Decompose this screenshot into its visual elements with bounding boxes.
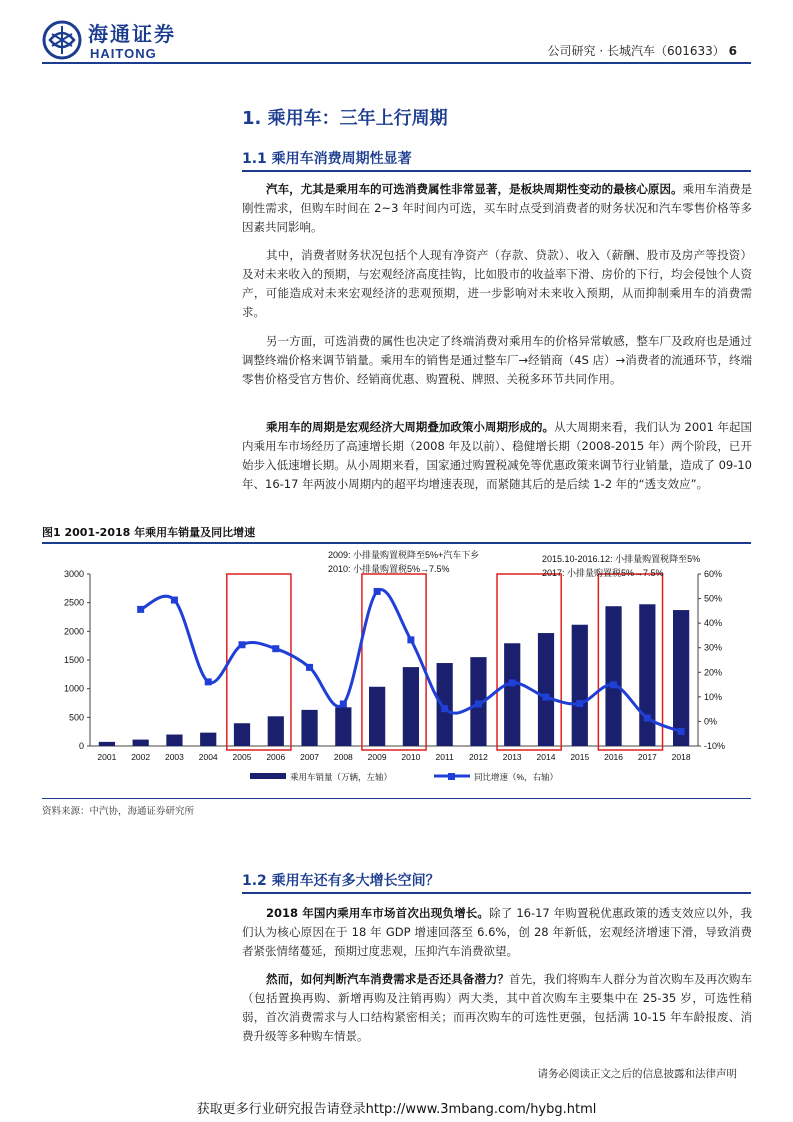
- chart-legend: [250, 772, 558, 783]
- x-tick-label: 2005: [232, 752, 252, 762]
- y-left-tick-label: 1500: [63, 655, 84, 665]
- growth-point: [340, 700, 347, 707]
- header-divider: [42, 62, 751, 64]
- paragraph-1-text: 乘用车消费是刚性需求，但购车时间在 2~3 年时间内可选，买车时点受到消费者的财务状况和汽车零售价格等多因素共同影响。: [242, 182, 753, 234]
- sales-bar: [572, 625, 588, 746]
- growth-point: [576, 700, 583, 707]
- paragraph-5-text: 除了 16-17 年购置税优惠政策的透支效应以外，我们认为核心原因在于 18 年 GDP 增速回落至 6.6%，创 28 年新低，宏观经济增速下滑，导致消费者紧张情绪蔓延，预期过度悲观，压抑汽车消费欲望。: [242, 906, 752, 958]
- x-tick-label: 2014: [536, 752, 556, 762]
- growth-point: [407, 636, 414, 643]
- sales-bar: [403, 667, 419, 746]
- haitong-logo: [42, 16, 192, 62]
- logo-cn-text: 海通证券: [88, 22, 176, 46]
- section-1-2-title: 1.2 乘用车还有多大增长空间？: [242, 873, 440, 889]
- legend-bar-label: 乘用车销量（万辆，左轴）: [290, 772, 393, 782]
- sales-bar: [369, 687, 385, 746]
- sales-bar: [234, 723, 250, 746]
- figure-top-rule: [42, 542, 751, 544]
- x-tick-label: 2012: [468, 752, 488, 762]
- paragraph-1: [242, 180, 752, 237]
- y-left-tick-label: 2000: [63, 626, 84, 637]
- growth-point: [205, 678, 212, 685]
- annotation-2009: 2009: 小排量购置税降至5%+汽车下乡: [328, 550, 480, 560]
- disclaimer-note: 请务必阅读正文之后的信息披露和法律声明: [537, 1068, 737, 1080]
- growth-point: [306, 664, 313, 671]
- paragraph-3: 另一方面，可选消费的属性也决定了终端消费对乘用车的价格异常敏感，整车厂及政府也是通过调整终端价格来调节销量。乘用车的销售是通过整车厂→经销商（4S 店）→消费者的流通环节，终端零售价格受官方售价、经销商优惠、购置税、牌照、关税多环节共同作用。: [242, 334, 752, 386]
- x-tick-label: 2016: [604, 752, 624, 762]
- x-tick-label: 2009: [367, 752, 387, 762]
- y-right-tick-label: 30%: [704, 642, 723, 653]
- paragraph-2: 其中，消费者财务状况包括个人现有净资产（存款、贷款）、收入（薪酬、股市及房产等投资）及对未来收入的预期，与宏观经济高度挂钩，比如股市的收益率下滑、房价的下行，均会侵蚀个人资产，可能造成对未来宏观经济的悲观预期，进一步影响对未来收入预期，从而抑制乘用车的消费需求。: [242, 248, 752, 319]
- y-right-tick-label: 0%: [704, 716, 718, 727]
- legend-bar-swatch: [250, 773, 286, 779]
- growth-point: [475, 700, 482, 707]
- legend-line-label: 同比增速（%，右轴）: [474, 772, 559, 782]
- sales-bar: [605, 606, 621, 746]
- annotation-2017: 2017: 小排量购置税5%→7.5%: [542, 568, 664, 578]
- sales-bar: [200, 733, 216, 746]
- sales-bar: [166, 735, 182, 746]
- x-tick-label: 2011: [435, 752, 454, 762]
- logo-en-text: HAITONG: [90, 46, 157, 61]
- haitong-logo-icon: [42, 20, 82, 60]
- y-left-tick-label: 3000: [63, 569, 84, 579]
- x-tick-label: 2017: [637, 752, 657, 762]
- section-1-1-title: 1.1 乘用车消费周期性显著: [242, 151, 412, 167]
- x-tick-label: 2007: [300, 752, 320, 762]
- sales-bar: [437, 663, 453, 746]
- sales-growth-chart: [42, 546, 751, 796]
- x-tick-label: 2006: [266, 752, 286, 762]
- paragraph-4-bold: 乘用车的周期是宏观经济大周期叠加政策小周期形成的。: [266, 420, 555, 434]
- x-tick-label: 2015: [570, 752, 590, 762]
- report-info: 公司研究 · 长城汽车（601633）: [547, 44, 725, 58]
- paragraph-6-bold: 然而，如何判断汽车消费需求是否还具备潜力？: [266, 972, 510, 986]
- header-report-info: [548, 42, 737, 59]
- sales-bar: [301, 710, 317, 746]
- page-number: 6: [728, 44, 737, 58]
- growth-point: [678, 728, 685, 735]
- sales-bar: [639, 604, 655, 746]
- y-right-tick-label: -10%: [704, 741, 726, 751]
- x-tick-label: 2002: [131, 752, 151, 762]
- growth-point: [509, 679, 516, 686]
- figure-source: 资料来源：中汽协，海通证券研究所: [42, 806, 195, 817]
- y-left-tick-label: 0: [78, 741, 84, 751]
- y-left-tick-label: 1000: [63, 683, 84, 694]
- paragraph-4-text: 从大周期来看，我们认为 2001 年起国内乘用车市场经历了高速增长期（2008 年及以前）、稳健增长期（2008-2015 年）两个阶段，已开始步入低速增长期。从小周期来看，国家通过购置税减免等优惠政策来调节行业销量，造成了 09-10 年、16-17 年两波小周期内的超平均增速表现，而紧随其后的是后续 1-2 年的“透支效应”。: [242, 420, 752, 491]
- x-tick-label: 2013: [502, 752, 522, 762]
- paragraph-1-bold: 汽车，尤其是乘用车的可选消费属性非常显著，是板块周期性变动的最核心原因。: [266, 182, 683, 196]
- annotation-2010: 2010: 小排量购置税5%→7.5%: [328, 564, 450, 574]
- section-1-1-divider: [242, 170, 751, 172]
- sales-bar: [538, 633, 554, 746]
- x-tick-label: 2008: [333, 752, 353, 762]
- sales-bar: [99, 742, 115, 746]
- growth-point: [137, 606, 144, 613]
- growth-point: [239, 641, 246, 648]
- y-right-tick-label: 40%: [704, 618, 723, 629]
- growth-point: [610, 681, 617, 688]
- x-tick-label: 2018: [671, 752, 691, 762]
- y-left-tick-label: 2500: [63, 597, 84, 608]
- paragraph-5-bold: 2018 年国内乘用车市场首次出现负增长。: [266, 906, 490, 920]
- y-left-tick-label: 500: [68, 712, 84, 723]
- sales-bar: [673, 610, 689, 746]
- y-right-tick-label: 20%: [704, 667, 723, 678]
- figure-bottom-rule: [42, 798, 751, 799]
- x-tick-label: 2010: [401, 752, 421, 762]
- figure-caption: 图1 2001-2018 年乘用车销量及同比增速: [42, 526, 256, 539]
- x-tick-label: 2001: [97, 752, 117, 762]
- y-right-tick-label: 10%: [704, 691, 723, 702]
- section-1-2-divider: [242, 892, 751, 894]
- x-tick-label: 2004: [198, 752, 218, 762]
- growth-point: [543, 694, 550, 701]
- growth-point: [272, 645, 279, 652]
- y-right-tick-label: 60%: [704, 569, 723, 579]
- legend-line-marker: [448, 773, 455, 780]
- growth-point: [374, 588, 381, 595]
- y-right-tick-label: 50%: [704, 593, 723, 604]
- growth-point: [644, 714, 651, 721]
- annotation-2015-2016: 2015.10-2016.12: 小排量购置税降至5%: [542, 554, 701, 564]
- footer-link[interactable]: 获取更多行业研究报告请登录http://www.3mbang.com/hybg.html: [196, 1102, 597, 1117]
- sales-bar: [504, 643, 520, 746]
- paragraph-4: [242, 418, 752, 494]
- paragraph-6: [242, 970, 752, 1046]
- x-tick-label: 2003: [164, 752, 184, 762]
- sales-bar: [133, 740, 149, 746]
- sales-bar: [268, 716, 284, 746]
- growth-point: [441, 705, 448, 712]
- paragraph-6-text: 首先，我们将购车人群分为首次购车及再次购车（包括置换再购、新增再购及注销再购）两大类，其中首次购车主要集中在 25-35 岁，可选性稍弱，首次消费需求与人口结构紧密相关；而再次购车的可选性更强，包括满 10-15 年车龄报废、消费升级等多种购车情景。: [242, 972, 753, 1043]
- paragraph-5: [242, 904, 752, 961]
- section-1-title: 1. 乘用车：三年上行周期: [242, 108, 448, 129]
- growth-point: [171, 597, 178, 604]
- sales-bar: [335, 707, 351, 746]
